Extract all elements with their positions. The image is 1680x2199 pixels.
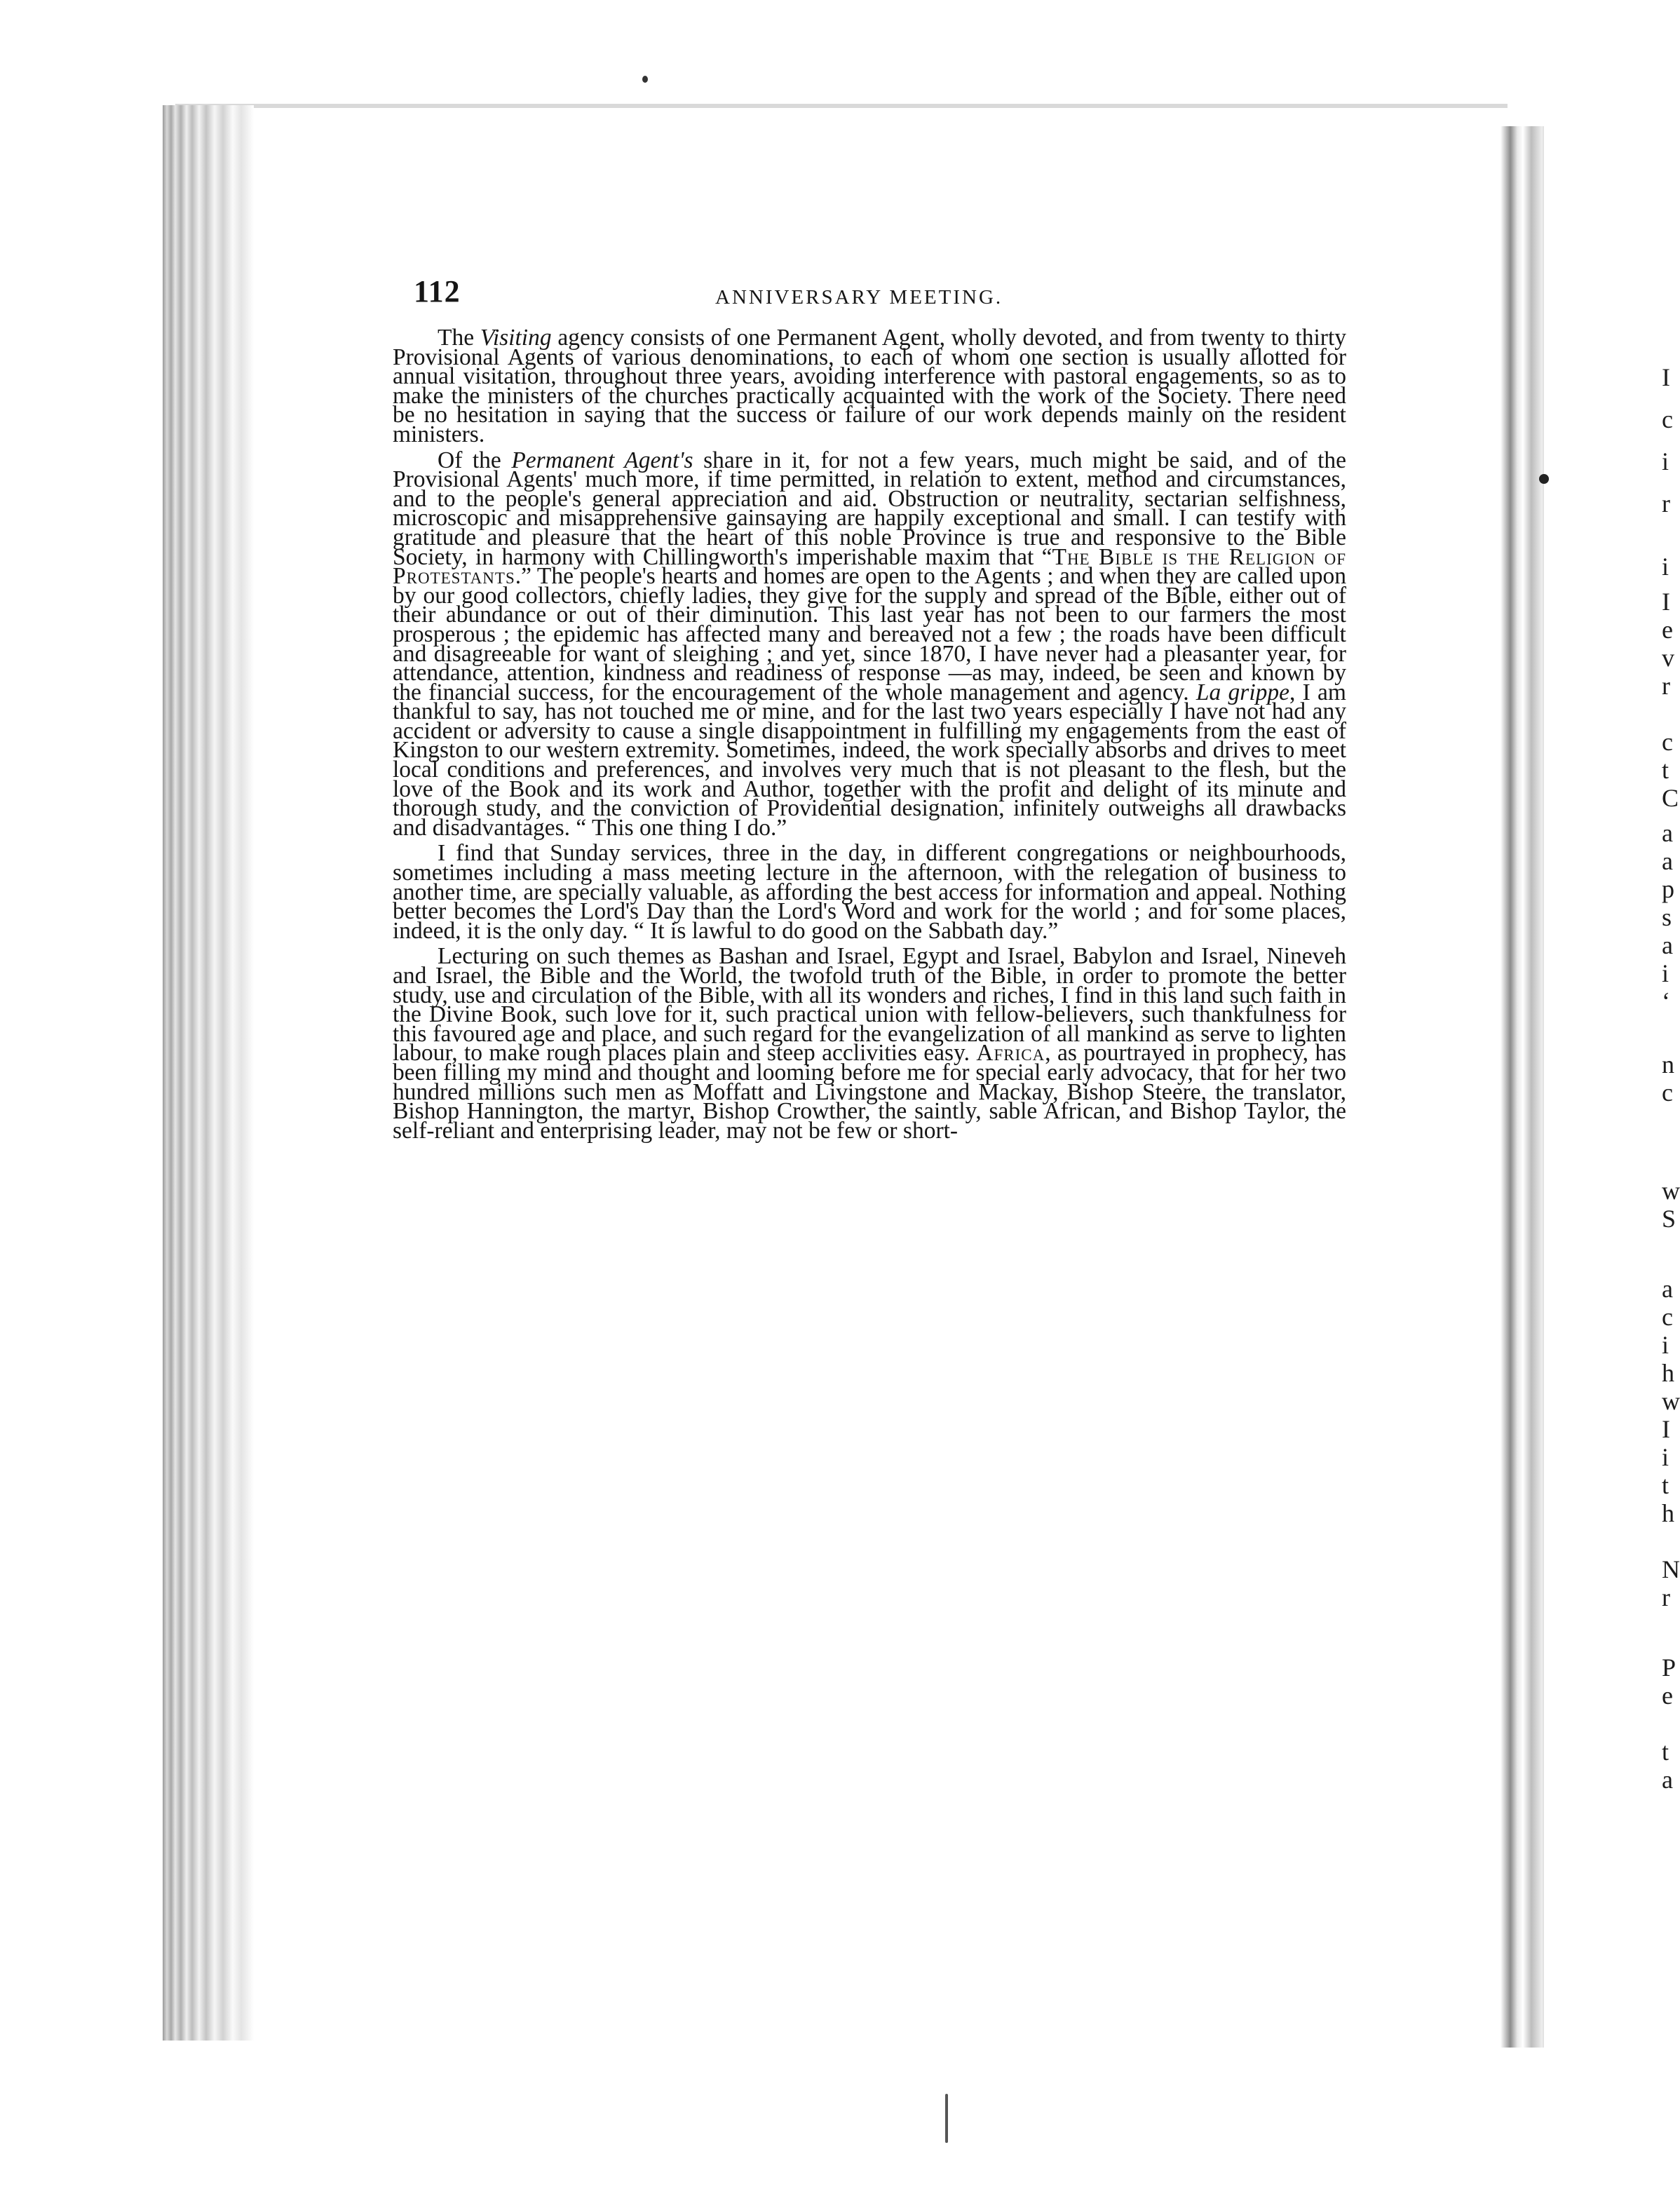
running-head <box>393 273 1346 323</box>
text-run: The <box>438 325 480 351</box>
facing-page-letter: i <box>1662 959 1669 987</box>
facing-page-letter: r <box>1662 489 1670 517</box>
small-caps-text: The Bible is the Religion of Protestants <box>393 543 1346 590</box>
facing-page-letter: s <box>1662 903 1672 931</box>
text-run: , I am thankful to say, has not touched me or mine, and for the last two years especially I have not had any accident or adversity to cause a single disappointment in fulfilling my engagements from the east of Kingston to our western extremity. Sometimes, indeed, the work specially absorbs and drives to meet local conditions and preferences, and involves very much that is not pleasant to the flesh, but the love of the Book and its work and Author, together with the profit and delight of its minute and thorough study, and the conviction of Providential designation, infinitely outweighs all drawbacks and disadvantages. “ This one thing I do.” <box>393 679 1346 841</box>
facing-page-letter: I <box>1662 363 1670 391</box>
paragraph <box>393 325 1346 447</box>
text-run: Of the <box>438 447 512 473</box>
italic-text: La grippe <box>1195 679 1290 705</box>
text-run: agency consists of one Permanent Agent, wholly devoted, and from twenty to thirty Provisional Agents of various denominations, to each of whom one section is usually allotted for annual visitation, throughout three years, avoiding interference with pastoral engagements, so as to make the ministers of the churches practically acquainted with the work of the Society. There need be no hesitation in saying that the success or failure of our work depends mainly on the resident ministers. <box>393 325 1346 447</box>
facing-page-letter: t <box>1662 1738 1669 1766</box>
facing-page-letter: i <box>1662 1443 1669 1471</box>
facing-page-letter: I <box>1662 588 1670 616</box>
facing-page-text-edge <box>1662 126 1680 2048</box>
paragraph <box>393 840 1346 944</box>
facing-page-letter: e <box>1662 1682 1673 1710</box>
facing-page-letter: C <box>1662 784 1679 812</box>
binding-thread-mark <box>1539 474 1549 484</box>
facing-page-letter: h <box>1662 1359 1674 1387</box>
facing-page-letter: P <box>1662 1653 1676 1682</box>
facing-page-letter: I <box>1662 1415 1670 1443</box>
body-text <box>393 325 1347 1144</box>
facing-page-letter: S <box>1662 1205 1676 1233</box>
facing-page-letter: c <box>1662 1078 1673 1107</box>
facing-page-letter: i <box>1662 447 1669 475</box>
facing-page-letter: t <box>1662 756 1669 784</box>
facing-page-letter: a <box>1662 847 1673 875</box>
facing-page-letter: c <box>1662 1303 1673 1331</box>
book-page <box>393 273 1346 1146</box>
facing-page-letter: w <box>1662 1387 1680 1415</box>
facing-page-letter: w <box>1662 1177 1680 1205</box>
facing-page-letter: r <box>1662 1583 1670 1611</box>
facing-page-letter: a <box>1662 1766 1673 1794</box>
facing-page-letter: r <box>1662 672 1670 700</box>
book-binding <box>1501 126 1543 2048</box>
facing-page-letter: i <box>1662 553 1669 581</box>
facing-page-letter: v <box>1662 644 1674 672</box>
text-run: , as pourtrayed in prophecy, has been filling my mind and thought and looming before me for special early advocacy, that for her two hundred millions such men as Moffatt and Livingstone and Mackay, Bishop Steere, the translator, Bishop Hannington, the martyr, Bishop Crowther, the saintly, sable African, and Bishop Taylor, the self-reliant and enterprising leader, may not be few or short- <box>393 1040 1346 1144</box>
running-head-title: ANNIVERSARY MEETING. <box>715 286 1003 309</box>
facing-page-letter: n <box>1662 1050 1674 1078</box>
italic-text: Visiting <box>480 325 552 351</box>
facing-page-letter: c <box>1662 728 1673 756</box>
book-page-edges <box>163 105 254 2041</box>
facing-page <box>1543 126 1673 2048</box>
facing-page-letter: c <box>1662 405 1673 433</box>
facing-page-letter: e <box>1662 616 1673 644</box>
facing-page-letter: i <box>1662 1331 1669 1359</box>
facing-page-letter: a <box>1662 819 1673 847</box>
small-caps-text: Africa <box>976 1040 1045 1067</box>
facing-page-letter: ‘ <box>1662 987 1670 1015</box>
facing-page-letter: t <box>1662 1471 1669 1499</box>
scan-speck <box>945 2094 948 2143</box>
paragraph <box>393 447 1347 841</box>
facing-page-letter: N <box>1662 1555 1680 1583</box>
page-number: 112 <box>414 274 461 309</box>
facing-page-letter: p <box>1662 875 1674 903</box>
text-run: Lecturing on such themes as Bashan and Israel, Egypt and Israel, Babylon and Israel, Nineveh and Israel, the Bible and the World, the twofold truth of the Bible, in order to promote the better study, use and circulation of the Bible, with all its wonders and riches, I find in this land such faith in the Divine Book, such love for it, such practical union with fellow-believers, such thankfulness for this favoured age and place, and such regard for the evangelization of all mankind as serve to lighten labour, to make rough places plain and steep acclivities easy. <box>393 943 1346 1067</box>
facing-page-letter: h <box>1662 1499 1674 1527</box>
paragraph <box>393 943 1346 1144</box>
page-top-shadow <box>175 104 1508 108</box>
scan-speck <box>642 76 648 83</box>
text-run: I find that Sunday services, three in the day, in different congregations or neighbourhoods, sometimes including a mass meeting lecture in the afternoon, with the relegation of business to another time, are specially valuable, as affording the best access for information and appeal. Nothing better becomes the Lord's Day than the Lord's Word and work for the world ; and for some places, indeed, it is the only day. “ It is lawful to do good on the Sabbath day.” <box>393 840 1346 944</box>
italic-text: Permanent Agent's <box>511 447 693 473</box>
text-run: .” The people's hearts and homes are open to the Agents ; and when they are called upon by our good collectors, chiefly ladies, they give for the supply and spread of the Bible, either out of their abundance or out of their diminution. This last year has not been to our farmers the most prosperous ; the epidemic has affected many and bereaved not a few ; the roads have been difficult and disagreeable for want of sleighing ; and yet, since 1870, I have never had a pleasanter year, for attendance, attention, kindness and readiness of response —as may, indeed, be seen and known by the financial success, for the encouragement of the whole management and agency. <box>393 563 1346 705</box>
facing-page-letter: a <box>1662 931 1673 959</box>
facing-page-letter: a <box>1662 1275 1673 1303</box>
text-run: share in it, for not a few years, much might be said, and of the Provisional Agents' much more, if time permitted, in relation to extent, method and circumstances, and to the people's general appreciation and aid. Obstruction or neutrality, sectarian selfishness, microscopic and misapprehensive gainsaying are happily exceptional and small. I can testify with gratitude and pleasure that the heart of this noble Province is true and responsive to the Bible Society, in harmony with Chillingworth's imperishable maxim that “ <box>393 447 1347 570</box>
